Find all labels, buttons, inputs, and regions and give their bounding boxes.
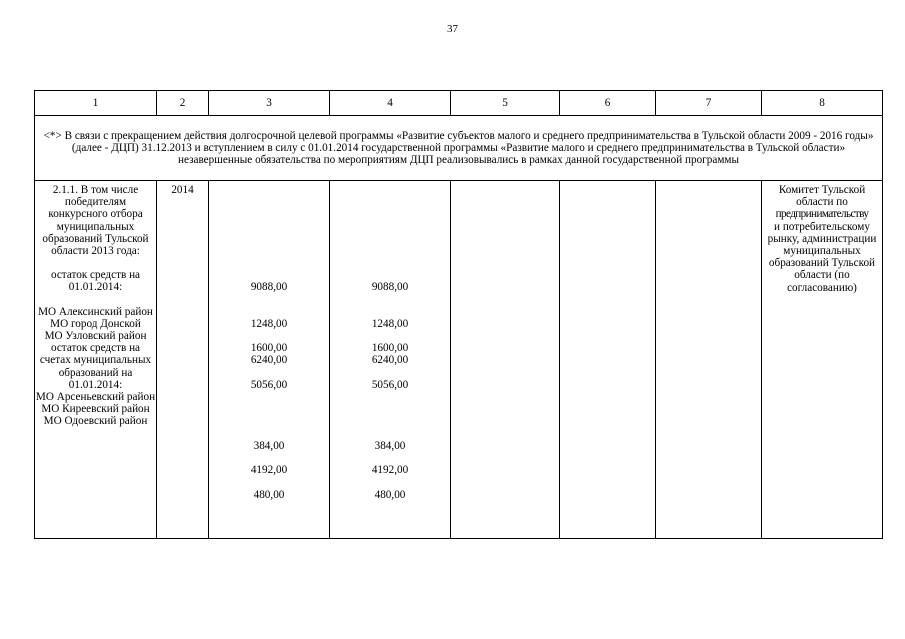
header-cell-7: 7	[656, 91, 762, 116]
recipient-arsenyevo: МО Арсеньевский район	[35, 391, 156, 404]
amount-donskoy: 1600,00	[250, 342, 288, 355]
empty-cell-col6	[560, 181, 656, 539]
executor-line-1: Комитет Тульской области по	[778, 184, 866, 209]
empty-cell-col7	[656, 181, 762, 539]
executor-line-3: и потребительскому рынку, администрации муниципальных образований Тульской области (по согласованию)	[767, 220, 877, 294]
year-value: 2014	[171, 184, 194, 196]
recipient-kireevsk: МО Киреевский район	[41, 403, 150, 416]
executor-line-2: предпринимательству	[775, 208, 869, 221]
recipient-donskoy: МО город Донской	[50, 317, 141, 330]
amount-uzlovaya: 6240,00	[371, 354, 409, 367]
amount-arsenyevo: 384,00	[374, 439, 406, 452]
header-cell-2: 2	[157, 91, 209, 116]
program-note: <*> В связи с прекращением действия долгосрочной целевой программы «Развитие субъектов малого и среднего предпринимательства в Тульской области 2009 - 2016 годы» (далее - ДЦП) 31.12.2013 и вступлением в силу с 01.01.2014 государственной программы «Развитие малого и среднего предпринимательства в Тульской области» незавершенные обязательства по мероприятиям ДЦП реализовывались в рамках данной государственной программы	[35, 116, 883, 181]
year-cell	[157, 181, 209, 539]
measure-intro: 2.1.1. В том числе победителям конкурсного отбора муниципальных образований Тульской области 2013 года:	[42, 184, 149, 258]
remainder-label: остаток средств на 01.01.2014:	[50, 269, 141, 294]
header-cell-1: 1	[35, 91, 157, 116]
amount-cell-col4	[330, 181, 451, 539]
amount-kireevsk: 4192,00	[371, 464, 409, 477]
recipient-aleksin: МО Алексинский район	[38, 305, 153, 318]
amount-aleksin: 1248,00	[250, 317, 288, 330]
amount-kireevsk: 4192,00	[250, 464, 288, 477]
responsible-executor-cell	[762, 181, 883, 539]
amount-aleksin: 1248,00	[371, 317, 409, 330]
amount-odoev: 480,00	[374, 488, 406, 501]
measure-description-cell	[35, 181, 157, 539]
page-number: 37	[447, 23, 458, 35]
amount-cell-col3	[209, 181, 330, 539]
amount-uzlovaya: 6240,00	[250, 354, 288, 367]
amount-remainder-accounts: 5056,00	[250, 378, 288, 391]
table-row	[35, 181, 883, 539]
header-cell-5: 5	[451, 91, 560, 116]
header-cell-8: 8	[762, 91, 883, 116]
header-cell-4: 4	[330, 91, 451, 116]
amount-donskoy: 1600,00	[371, 342, 409, 355]
amount-remainder-accounts: 5056,00	[371, 378, 409, 391]
amount-remainder: 9088,00	[250, 281, 288, 294]
recipient-uzlovaya: МО Узловский район	[44, 330, 147, 343]
header-cell-3: 3	[209, 91, 330, 116]
amount-remainder: 9088,00	[371, 281, 409, 294]
program-table	[34, 90, 883, 539]
header-row	[35, 91, 883, 116]
remainder-accounts-label: остаток средств на счетах муниципальных образований на 01.01.2014:	[39, 342, 152, 391]
recipient-odoev: МО Одоевский район	[43, 415, 148, 428]
amount-arsenyevo: 384,00	[253, 439, 285, 452]
amount-odoev: 480,00	[253, 488, 285, 501]
empty-cell-col5	[451, 181, 560, 539]
header-cell-6: 6	[560, 91, 656, 116]
note-row	[35, 116, 883, 181]
